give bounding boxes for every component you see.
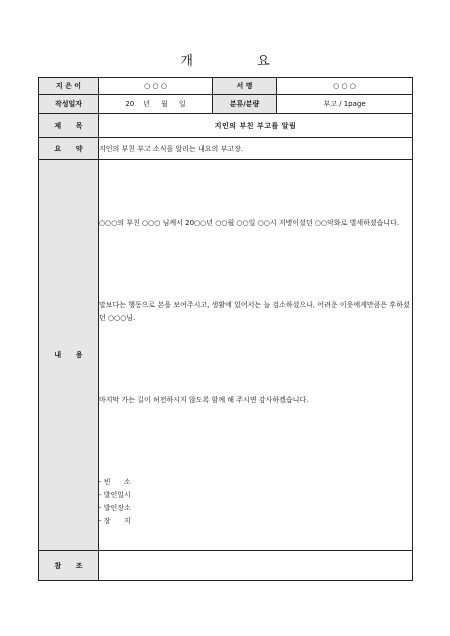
date-label: 작성일자 xyxy=(39,95,99,114)
content-paragraph: ○○○의 부친 ○○○ 님께서 20○○년 ○○월 ○○일 ○○시 지병이셨던 ○○악화로 별세하셨습니다. xyxy=(99,218,400,227)
author-row xyxy=(39,78,413,95)
reference-label: 참 조 xyxy=(39,551,99,581)
list-item: - 발인장소 xyxy=(99,503,131,512)
form-table xyxy=(38,77,413,581)
subject-label: 제 목 xyxy=(39,114,99,138)
author-value: ○ ○ ○ xyxy=(99,78,213,95)
summary-value: 지인의 부친 부고 소식을 알리는 내요의 부고장. xyxy=(99,138,413,160)
content-label: 내 용 xyxy=(39,160,99,551)
subject-row xyxy=(39,114,413,138)
list-item: - 발인일시 xyxy=(99,490,131,499)
summary-row xyxy=(39,138,413,160)
content-row xyxy=(39,160,413,551)
content-paragraph: 말보다는 행동으로 본을 보여주시고, 생활에 있어서는 늘 검소하셨으나, 어려운 이웃에게만큼은 후하셨던 ○○○님. xyxy=(99,300,410,322)
subject-value: 지인의 부친 부고를 알림 xyxy=(99,114,413,138)
signature-label: 서 명 xyxy=(213,78,277,95)
list-item: - 빈 소 xyxy=(99,477,131,486)
author-label: 지 은 이 xyxy=(39,78,99,95)
signature-value: ○ ○ ○ xyxy=(277,78,413,95)
content-paragraph: 마지막 가는 길이 허전하시지 않도록 함께 해 주시면 감사하겠습니다. xyxy=(99,395,309,404)
category-value: 부고 / 1page xyxy=(277,95,413,114)
reference-row xyxy=(39,551,413,581)
summary-label: 요 약 xyxy=(39,138,99,160)
document-title: 개 요 xyxy=(180,54,300,69)
content-body xyxy=(99,160,413,551)
category-label: 분류/분량 xyxy=(213,95,277,114)
reference-value xyxy=(99,551,413,581)
funeral-info-list xyxy=(99,476,412,528)
date-value: 20 년 월 일 xyxy=(99,95,213,114)
list-item: - 장 지 xyxy=(99,516,131,525)
date-row xyxy=(39,95,413,114)
